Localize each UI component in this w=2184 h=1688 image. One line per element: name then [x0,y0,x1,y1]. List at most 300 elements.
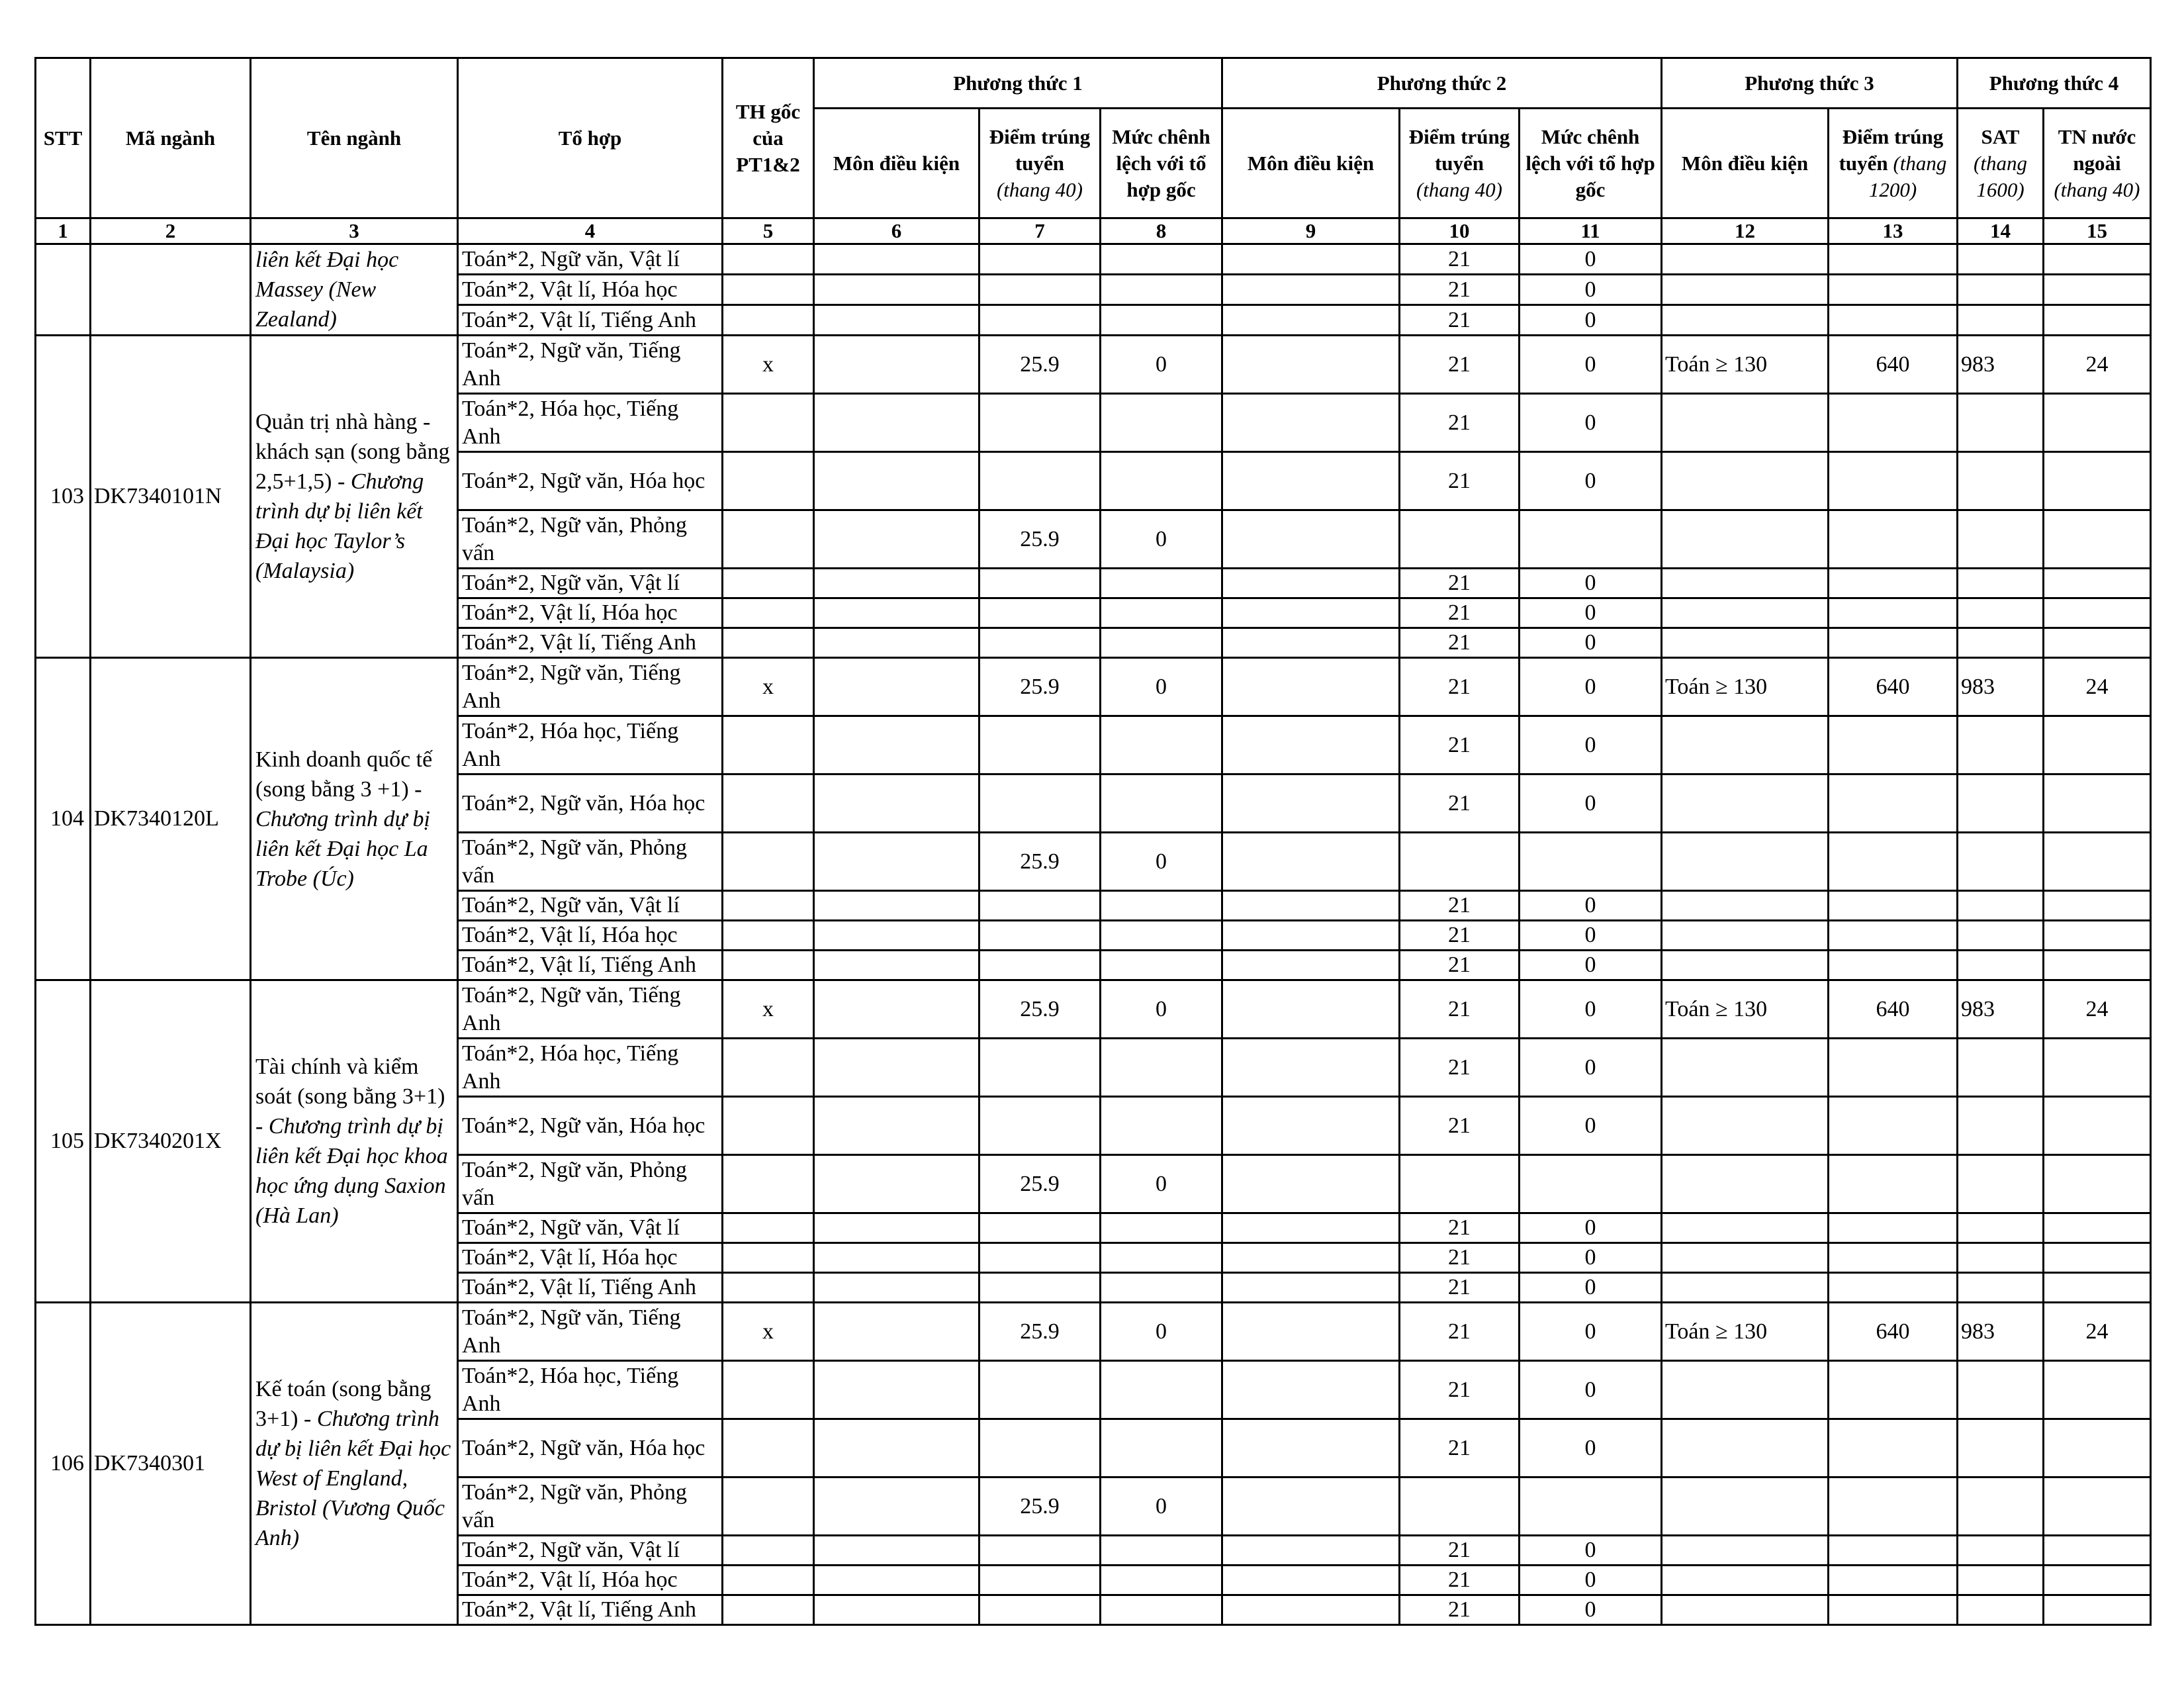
empty-cell [1829,598,1958,628]
combo-cell: Toán*2, Hóa học, Tiếng Anh [458,1361,723,1419]
program-name-italic: Chương trình dự bị liên kết Đại học La Trobe (Úc) [255,806,430,891]
pt2-score: 21 [1400,336,1520,394]
header-ma-nganh: Mã ngành [91,58,251,218]
empty-cell [1958,628,2044,658]
combo-cell: Toán*2, Vật lí, Tiếng Anh [458,951,723,980]
empty-cell [1958,305,2044,336]
pt2-diff: 0 [1520,891,1662,921]
empty-cell [1520,833,1662,891]
empty-cell [1222,336,1400,394]
pt2-diff: 0 [1520,1097,1662,1155]
empty-cell [1222,1155,1400,1213]
pt2-score: 21 [1400,452,1520,510]
empty-cell [979,1273,1101,1303]
pt2-score: 21 [1400,891,1520,921]
pt2-score: 21 [1400,305,1520,336]
program-name-italic: Chương trình dự bị liên kết Đại học Taylor’s (Malaysia) [255,469,424,583]
pt2-score: 21 [1400,658,1520,716]
empty-cell [979,569,1101,598]
combo-cell: Toán*2, Vật lí, Tiếng Anh [458,1273,723,1303]
empty-cell [814,1477,979,1536]
empty-cell [1662,1273,1829,1303]
combo-cell: Toán*2, Ngữ văn, Phỏng vấn [458,510,723,569]
empty-cell [1222,1273,1400,1303]
empty-cell [814,1536,979,1566]
empty-cell [2044,833,2151,891]
empty-cell [1101,921,1222,951]
empty-cell [1662,628,1829,658]
empty-cell [1958,1595,2044,1625]
empty-cell [1662,394,1829,452]
empty-cell [1958,394,2044,452]
header-phuong-thuc-1: Phương thức 1 [814,58,1222,109]
empty-cell [1958,716,2044,774]
pt1-diff: 0 [1101,336,1222,394]
empty-cell [814,1039,979,1097]
empty-cell [1662,1213,1829,1243]
empty-cell [1662,716,1829,774]
empty-cell [1829,1155,1958,1213]
empty-cell [2044,598,2151,628]
pt2-score: 21 [1400,774,1520,833]
pt1-diff: 0 [1101,1155,1222,1213]
col-number: 11 [1520,218,1662,244]
empty-cell [1662,1243,1829,1273]
empty-cell [1222,1097,1400,1155]
empty-cell [2044,1361,2151,1419]
empty-cell [723,833,814,891]
empty-cell [1222,951,1400,980]
pt3-condition: Toán ≥ 130 [1662,1303,1829,1361]
pt1-score: 25.9 [979,1303,1101,1361]
empty-cell [979,716,1101,774]
empty-cell [1520,1155,1662,1213]
empty-cell [1829,394,1958,452]
empty-cell [2044,921,2151,951]
pt2-diff: 0 [1520,1536,1662,1566]
empty-cell [1222,658,1400,716]
table-body [36,244,2151,1625]
empty-cell [979,452,1101,510]
empty-cell [2044,510,2151,569]
empty-cell [979,394,1101,452]
pt1-diff: 0 [1101,980,1222,1039]
sat-score: 983 [1958,980,2044,1039]
empty-cell [814,305,979,336]
combo-cell: Toán*2, Ngữ văn, Tiếng Anh [458,1303,723,1361]
pt2-diff: 0 [1520,336,1662,394]
empty-cell [979,1419,1101,1477]
empty-cell [723,452,814,510]
empty-cell [1101,628,1222,658]
pt3-score: 640 [1829,336,1958,394]
empty-cell [979,1097,1101,1155]
pt2-score: 21 [1400,1361,1520,1419]
col-number: 1 [36,218,91,244]
empty-cell [723,716,814,774]
col-number: 6 [814,218,979,244]
empty-cell [723,1536,814,1566]
empty-cell [1958,951,2044,980]
empty-cell [1829,774,1958,833]
combo-cell: Toán*2, Vật lí, Tiếng Anh [458,628,723,658]
pt2-score: 21 [1400,1213,1520,1243]
header-pt1-mon-dieu-kien: Môn điều kiện [814,109,979,218]
col-number: 12 [1662,218,1829,244]
empty-cell [2044,1213,2151,1243]
table-row [36,980,2151,1039]
empty-cell [1101,1566,1222,1595]
empty-cell [1400,1155,1520,1213]
pt3-score: 640 [1829,980,1958,1039]
program-name-plain: Tài chính và kiểm soát (song bằng 3+1) - [255,1055,445,1139]
pt2-score: 21 [1400,1595,1520,1625]
pt2-diff: 0 [1520,305,1662,336]
empty-cell [1222,980,1400,1039]
empty-cell [1222,244,1400,275]
empty-cell [1101,1361,1222,1419]
combo-cell: Toán*2, Ngữ văn, Vật lí [458,1536,723,1566]
pt2-score: 21 [1400,569,1520,598]
pt1-diff: 0 [1101,1477,1222,1536]
pt1-score: 25.9 [979,980,1101,1039]
th-goc-mark: x [723,1303,814,1361]
col-number: 5 [723,218,814,244]
empty-cell [1662,598,1829,628]
pt2-diff: 0 [1520,921,1662,951]
empty-cell [723,921,814,951]
pt2-diff: 0 [1520,1303,1662,1361]
empty-cell [814,1595,979,1625]
header-ten-nganh: Tên ngành [251,58,458,218]
stt-cell: 105 [36,980,91,1303]
pt2-score: 21 [1400,275,1520,305]
empty-cell [723,891,814,921]
pt2-diff: 0 [1520,1243,1662,1273]
empty-cell [1662,833,1829,891]
header-sat-scale: (thang 1600) [1974,151,2027,201]
col-number: 8 [1101,218,1222,244]
empty-cell [1101,1595,1222,1625]
empty-cell [1829,1243,1958,1273]
header-pt2-diem-label: Điểm trúng tuyển [1408,124,1510,175]
col-number: 15 [2044,218,2151,244]
empty-cell [1829,833,1958,891]
pt2-diff: 0 [1520,275,1662,305]
empty-cell [1958,1361,2044,1419]
empty-cell [723,569,814,598]
stt-cell: 106 [36,1303,91,1625]
empty-cell [1829,1361,1958,1419]
pt2-diff: 0 [1520,1566,1662,1595]
sat-score: 983 [1958,658,2044,716]
empty-cell [723,275,814,305]
header-pt2-diem [1400,109,1520,218]
combo-cell: Toán*2, Ngữ văn, Hóa học [458,774,723,833]
empty-cell [723,628,814,658]
empty-cell [1101,1536,1222,1566]
pt2-score: 21 [1400,716,1520,774]
empty-cell [1958,452,2044,510]
empty-cell [1101,1213,1222,1243]
empty-cell [1958,891,2044,921]
empty-cell [1101,394,1222,452]
combo-cell: Toán*2, Vật lí, Hóa học [458,1243,723,1273]
empty-cell [814,1303,979,1361]
pt1-score: 25.9 [979,510,1101,569]
combo-cell: Toán*2, Ngữ văn, Hóa học [458,1419,723,1477]
empty-cell [979,1566,1101,1595]
combo-cell: Toán*2, Ngữ văn, Tiếng Anh [458,980,723,1039]
empty-cell [723,510,814,569]
empty-cell [1662,510,1829,569]
pt2-score: 21 [1400,1039,1520,1097]
combo-cell: Toán*2, Ngữ văn, Phỏng vấn [458,1477,723,1536]
pt1-score: 25.9 [979,833,1101,891]
empty-cell [1958,1477,2044,1536]
empty-cell [1662,1595,1829,1625]
tn-score: 24 [2044,336,2151,394]
empty-cell [814,658,979,716]
pt2-score: 21 [1400,244,1520,275]
empty-cell [1958,569,2044,598]
pt2-diff: 0 [1520,628,1662,658]
th-goc-mark: x [723,336,814,394]
empty-cell [1958,1039,2044,1097]
empty-cell [814,1243,979,1273]
empty-cell [814,510,979,569]
empty-cell [723,598,814,628]
code-cell: DK7340201X [91,980,251,1303]
empty-cell [1520,1477,1662,1536]
empty-cell [1222,305,1400,336]
empty-cell [814,394,979,452]
program-name-plain: Kế toán (song bằng 3+1) - [255,1377,432,1431]
empty-cell [1101,452,1222,510]
code-cell [91,244,251,336]
program-name-italic: Chương trình dự bị liên kết Đại học West of England, Bristol (Vương Quốc Anh) [255,1407,451,1550]
empty-cell [723,1097,814,1155]
empty-cell [1829,244,1958,275]
stt-cell [36,244,91,336]
empty-cell [2044,628,2151,658]
empty-cell [723,1039,814,1097]
pt2-diff: 0 [1520,1361,1662,1419]
pt1-score: 25.9 [979,1155,1101,1213]
header-pt3-mon-dieu-kien: Môn điều kiện [1662,109,1829,218]
combo-cell: Toán*2, Hóa học, Tiếng Anh [458,1039,723,1097]
empty-cell [814,569,979,598]
empty-cell [1662,305,1829,336]
empty-cell [1101,1097,1222,1155]
header-pt2-scale: (thang 40) [1416,177,1502,201]
empty-cell [1662,951,1829,980]
empty-cell [1222,1419,1400,1477]
empty-cell [1222,394,1400,452]
empty-cell [2044,452,2151,510]
empty-cell [979,305,1101,336]
combo-cell: Toán*2, Hóa học, Tiếng Anh [458,716,723,774]
col-number: 2 [91,218,251,244]
empty-cell [814,1361,979,1419]
col-number: 7 [979,218,1101,244]
pt2-score: 21 [1400,1303,1520,1361]
empty-cell [1662,921,1829,951]
empty-cell [1662,569,1829,598]
empty-cell [1829,1595,1958,1625]
empty-cell [1662,1419,1829,1477]
pt2-diff: 0 [1520,452,1662,510]
empty-cell [723,1566,814,1595]
empty-cell [723,1155,814,1213]
empty-cell [1662,1039,1829,1097]
empty-cell [1101,598,1222,628]
empty-cell [1222,569,1400,598]
empty-cell [1829,569,1958,598]
empty-cell [814,452,979,510]
header-sat [1958,109,2044,218]
empty-cell [1101,1243,1222,1273]
empty-cell [2044,1273,2151,1303]
empty-cell [1222,452,1400,510]
empty-cell [979,774,1101,833]
empty-cell [1829,628,1958,658]
empty-cell [1829,1566,1958,1595]
code-cell: DK7340301 [91,1303,251,1625]
combo-cell: Toán*2, Ngữ văn, Hóa học [458,1097,723,1155]
empty-cell [1662,774,1829,833]
col-number: 9 [1222,218,1400,244]
header-tn-scale: (thang 40) [2054,177,2140,201]
combo-cell: Toán*2, Ngữ văn, Tiếng Anh [458,658,723,716]
header-pt1-scale: (thang 40) [996,177,1083,201]
empty-cell [2044,1477,2151,1536]
header-pt1-diem [979,109,1101,218]
empty-cell [2044,275,2151,305]
pt3-condition: Toán ≥ 130 [1662,658,1829,716]
empty-cell [1101,1039,1222,1097]
pt1-diff: 0 [1101,658,1222,716]
empty-cell [1101,569,1222,598]
empty-cell [1400,1477,1520,1536]
empty-cell [814,980,979,1039]
empty-cell [979,1536,1101,1566]
empty-cell [1829,921,1958,951]
pt2-score: 21 [1400,951,1520,980]
empty-cell [979,1213,1101,1243]
empty-cell [723,1243,814,1273]
empty-cell [1958,1243,2044,1273]
empty-cell [1101,1273,1222,1303]
table-row [36,658,2151,716]
pt2-score: 21 [1400,921,1520,951]
empty-cell [1958,510,2044,569]
empty-cell [814,891,979,921]
empty-cell [1829,1213,1958,1243]
empty-cell [1958,1097,2044,1155]
empty-cell [723,1273,814,1303]
pt2-diff: 0 [1520,1039,1662,1097]
pt2-score: 21 [1400,1566,1520,1595]
empty-cell [814,1155,979,1213]
combo-cell: Toán*2, Ngữ văn, Vật lí [458,244,723,275]
code-cell: DK7340120L [91,658,251,980]
pt2-diff: 0 [1520,1595,1662,1625]
empty-cell [2044,1155,2151,1213]
empty-cell [1958,774,2044,833]
empty-cell [1400,833,1520,891]
empty-cell [723,305,814,336]
pt2-score: 21 [1400,980,1520,1039]
empty-cell [1829,1273,1958,1303]
pt2-diff: 0 [1520,980,1662,1039]
empty-cell [1101,951,1222,980]
empty-cell [814,1273,979,1303]
empty-cell [1958,275,2044,305]
empty-cell [1101,275,1222,305]
empty-cell [1222,1303,1400,1361]
empty-cell [1520,510,1662,569]
empty-cell [979,1039,1101,1097]
admission-table [34,57,2152,1626]
pt3-score: 640 [1829,658,1958,716]
empty-cell [979,598,1101,628]
pt2-score: 21 [1400,1419,1520,1477]
combo-cell: Toán*2, Vật lí, Hóa học [458,275,723,305]
empty-cell [1101,1419,1222,1477]
empty-cell [1222,275,1400,305]
program-name [251,336,458,658]
combo-cell: Toán*2, Vật lí, Tiếng Anh [458,305,723,336]
combo-cell: Toán*2, Ngữ văn, Phỏng vấn [458,1155,723,1213]
header-th-goc: TH gốc của PT1&2 [723,58,814,218]
empty-cell [1662,1155,1829,1213]
empty-cell [814,921,979,951]
program-name: liên kết Đại học Massey (New Zealand) [251,244,458,336]
empty-cell [979,1243,1101,1273]
pt2-diff: 0 [1520,1419,1662,1477]
combo-cell: Toán*2, Ngữ văn, Vật lí [458,1213,723,1243]
pt2-score: 21 [1400,1243,1520,1273]
pt1-score: 25.9 [979,658,1101,716]
empty-cell [1101,305,1222,336]
empty-cell [1222,1536,1400,1566]
col-number: 14 [1958,218,2044,244]
program-name [251,658,458,980]
empty-cell [1222,598,1400,628]
header-sat-label: SAT [1981,124,2020,148]
empty-cell [723,244,814,275]
header-stt: STT [36,58,91,218]
empty-cell [1662,275,1829,305]
empty-cell [1662,1361,1829,1419]
empty-cell [1101,716,1222,774]
sat-score: 983 [1958,336,2044,394]
combo-cell: Toán*2, Ngữ văn, Vật lí [458,569,723,598]
pt2-diff: 0 [1520,1273,1662,1303]
pt2-diff: 0 [1520,658,1662,716]
empty-cell [2044,394,2151,452]
empty-cell [2044,244,2151,275]
empty-cell [814,1097,979,1155]
pt1-diff: 0 [1101,1303,1222,1361]
col-number: 4 [458,218,723,244]
program-name-plain: Quản trị nhà hàng - khách sạn (song bằng 2,5+1,5) - [255,410,450,494]
pt2-score: 21 [1400,598,1520,628]
pt2-diff: 0 [1520,394,1662,452]
empty-cell [1958,244,2044,275]
pt2-diff: 0 [1520,244,1662,275]
